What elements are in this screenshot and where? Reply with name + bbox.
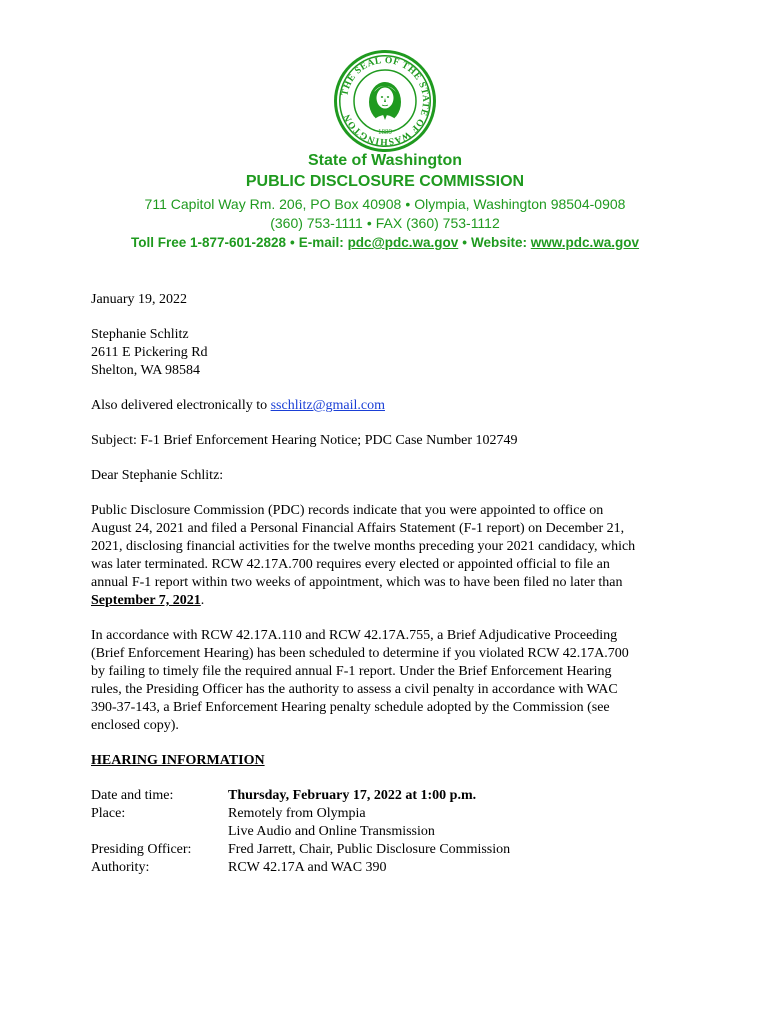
state-seal-image xyxy=(332,48,438,154)
seal-year: 1889 xyxy=(378,128,392,136)
letterhead-title-commission: PUBLIC DISCLOSURE COMMISSION xyxy=(245,173,525,190)
website-link[interactable]: www.pdc.wa.gov xyxy=(530,235,640,250)
hearing-info-heading: HEARING INFORMATION xyxy=(91,753,265,768)
paragraph-records xyxy=(91,502,691,610)
place-label: Place: xyxy=(91,806,126,821)
website-label: Website: xyxy=(470,235,527,250)
paragraph-line: August 24, 2021 and filed a Personal Financial Affairs Statement (F-1 report) on December 21, xyxy=(91,521,625,536)
hearing-info-table xyxy=(91,787,691,877)
email-label: E-mail: xyxy=(298,235,344,250)
paragraph-line: rules, the Presiding Officer has the authority to assess a civil penalty in accordance with WAC xyxy=(91,682,618,697)
paragraph-line: In accordance with RCW 42.17A.110 and RCW 42.17A.755, a Brief Adjudicative Proceeding xyxy=(91,628,618,643)
state-seal xyxy=(332,48,438,154)
presiding-officer-label: Presiding Officer: xyxy=(91,842,192,857)
paragraph-line: enclosed copy). xyxy=(91,718,179,733)
place-label-spacer xyxy=(91,823,228,841)
bullet-separator: • xyxy=(462,235,467,250)
recipient-name: Stephanie Schlitz xyxy=(91,327,189,342)
letterhead-street: 711 Capitol Way Rm. 206, PO Box 40908 xyxy=(144,196,402,212)
paragraph-line: (Brief Enforcement Hearing) has been scheduled to determine if you violated RCW 42.17A.700 xyxy=(91,646,629,661)
place-value-transmission: Live Audio and Online Transmission xyxy=(228,824,435,839)
subject-line: Subject: F-1 Brief Enforcement Hearing Notice; PDC Case Number 102749 xyxy=(91,433,518,448)
delivery-prefix: Also delivered electronically to xyxy=(91,398,268,413)
paragraph-line: 390-37-143, a Brief Enforcement Hearing penalty schedule adopted by the Commission (see xyxy=(91,700,610,715)
email-link[interactable]: pdc@pdc.wa.gov xyxy=(347,235,459,250)
letterhead-contact-line xyxy=(0,235,770,250)
date-time-label: Date and time: xyxy=(91,788,174,803)
bullet-separator: • xyxy=(405,196,411,212)
letterhead-phone: (360) 753-1111 xyxy=(270,215,363,231)
letterhead-address xyxy=(0,196,770,212)
recipient-email-link[interactable]: sschlitz@gmail.com xyxy=(270,398,385,413)
letterhead-toll-free: Toll Free 1-877-601-2828 xyxy=(130,235,287,250)
paragraph-line: was later terminated. RCW 42.17A.700 requires every elected or appointed official to file an xyxy=(91,557,610,572)
delivery-line xyxy=(91,397,691,415)
paragraph-line: by failing to timely file the required annual F-1 report. Under the Brief Enforcement Hearing xyxy=(91,664,612,679)
paragraph-line xyxy=(91,592,691,610)
bullet-separator: • xyxy=(290,235,295,250)
authority-value: RCW 42.17A and WAC 390 xyxy=(228,860,387,875)
svg-text:THE SEAL OF THE STATE OF WASHI: THE SEAL OF THE STATE OF WASHINGTON xyxy=(340,55,431,147)
letter-body xyxy=(91,291,691,877)
paragraph-proceeding xyxy=(91,627,691,735)
authority-label: Authority: xyxy=(91,860,150,875)
recipient-city: Shelton, WA 98584 xyxy=(91,363,201,378)
paragraph-line: 2021, disclosing financial activities for the twelve months preceding your 2021 candidacy, which xyxy=(91,539,636,554)
recipient-street: 2611 E Pickering Rd xyxy=(91,345,208,360)
period: . xyxy=(200,593,205,608)
bullet-separator: • xyxy=(366,215,372,231)
letterhead-title-state: State of Washington xyxy=(307,152,463,169)
letterhead-phone-line xyxy=(0,215,770,231)
date-time-value: Thursday, February 17, 2022 at 1:00 p.m. xyxy=(228,788,477,803)
letterhead-fax: FAX (360) 753-1112 xyxy=(375,215,500,231)
presiding-officer-value: Fred Jarrett, Chair, Public Disclosure Commission xyxy=(228,842,511,857)
deadline-date: September 7, 2021 xyxy=(91,593,201,608)
letter-date: January 19, 2022 xyxy=(91,292,188,307)
place-value: Remotely from Olympia xyxy=(228,806,366,821)
paragraph-line: annual F-1 report within two weeks of appointment, which was to have been filed no later than xyxy=(91,575,623,590)
paragraph-line: Public Disclosure Commission (PDC) records indicate that you were appointed to office on xyxy=(91,503,604,518)
salutation: Dear Stephanie Schlitz: xyxy=(91,468,224,483)
letterhead-city: Olympia, Washington 98504-0908 xyxy=(414,196,626,212)
